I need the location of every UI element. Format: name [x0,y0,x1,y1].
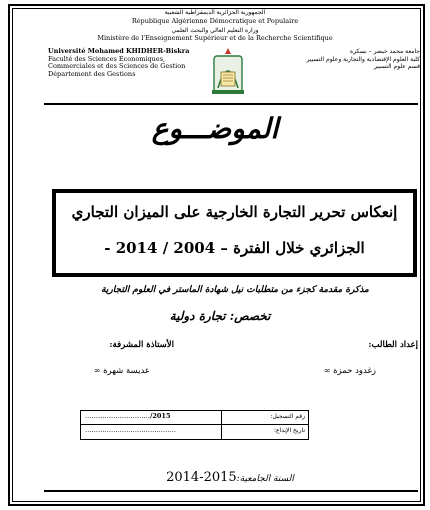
registration-year: /2015 [150,412,171,420]
thesis-title-line2: الجزائري خلال الفترة – 2004 / 2014 - [104,239,365,257]
faculty-fr-line1: Faculté des Sciences Economiques, [48,54,166,63]
university-name-fr: Université Mohamed KHIDHER-Biskra [48,47,190,55]
thesis-title-box [52,189,417,277]
supervisor-label: الأستاذة المشرفة: [109,340,174,350]
university-fr-block [48,48,198,78]
university-name-ar: جامعة محمد خيضر – بسكرة [349,48,420,55]
department-ar: قسم علوم التسيير [374,63,420,71]
faculty-fr-line2: Commerciales et des Sciences de Gestion [48,62,186,71]
academic-year-label: السنة الجامعية: [236,474,294,484]
registration-dots: ………………………… [85,412,150,420]
thesis-title-line1: إنعكاس تحرير التجارة الخارجية على الميزان التجاري [71,203,398,221]
student-name-row [268,366,376,376]
ministry-fr: Ministère de l'Enseignement Supérieur et de la Recherche Scientifique [97,34,333,42]
infinity-icon: ∞ [323,366,331,375]
specialization: تخصص: تجارة دولية [169,309,271,323]
academic-year [120,470,340,485]
deposit-label: تاريخ الإيداع: [273,427,305,434]
subject-heading: الموضـــوع [151,112,279,145]
supervisor-name: عديسة شهرة [103,366,150,376]
memo-description: مذكرة مقدمة كجزء من متطلبات نيل شهادة الماستر في العلوم التجارية [101,285,369,295]
republic-fr: République Algérienne Démocratique et Populaire [131,17,299,25]
university-logo-icon [208,44,248,96]
republic-header [120,8,310,35]
academic-year-value: 2014-2015 [166,470,237,485]
registration-label: رقم التسجيل: [270,413,305,420]
deposit-row [81,425,308,439]
university-ar-block [300,48,420,71]
supervisor-name-row [60,366,150,376]
header-divider [44,103,418,105]
registration-row [81,411,308,425]
faculty-ar: كلية العلوم الإقتصادية والتجارية وعلوم التسيير [306,55,420,63]
table-column-divider [221,411,222,439]
ministry-ar: وزارة التعليم العالي والبحث العلمي [171,27,259,34]
footer-divider [44,490,418,492]
deposit-value: …………………………………… [85,426,176,434]
student-label: إعداد الطالب: [368,340,418,350]
infinity-icon: ∞ [93,366,101,375]
republic-ar: الجمهورية الجزائرية الديمقراطية الشعبية [164,9,266,16]
registration-table [80,410,309,440]
department-fr: Département des Gestions [48,69,136,78]
registration-value [85,412,217,420]
student-name: زغدود حمزة [333,366,376,376]
